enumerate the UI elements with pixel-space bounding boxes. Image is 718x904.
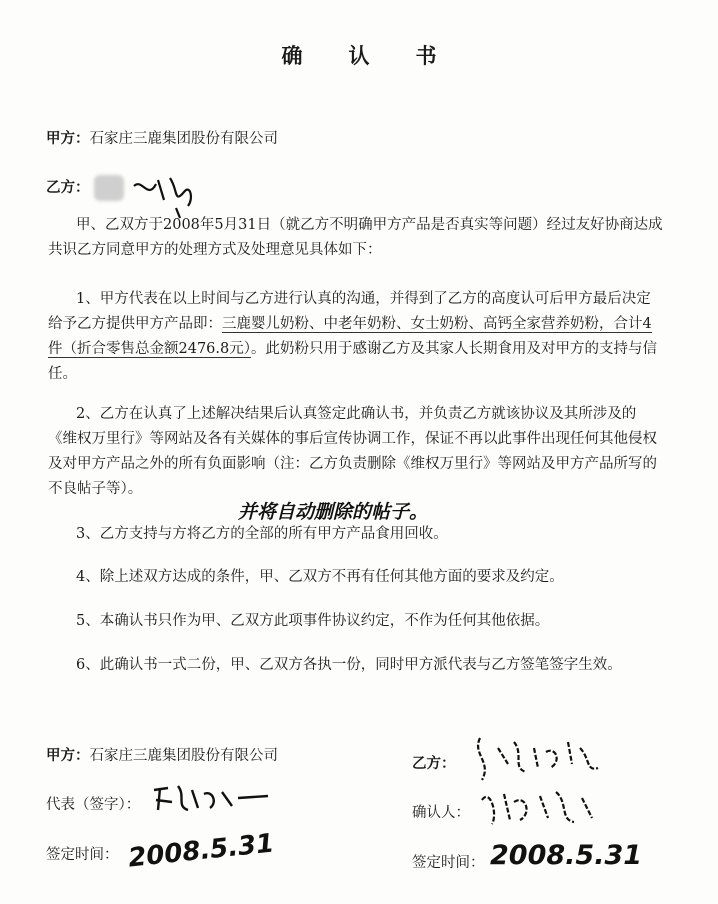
item-1-underlined-text: 三鹿婴儿奶粉、中老年奶粉、女士奶粉、高钙全家营养奶粉，合计4件（折合零售总金额2476.8元） bbox=[48, 316, 652, 357]
left-rep-label: 代表（签字）： bbox=[46, 797, 141, 813]
item-1-text-after: 。此奶粉只用于感谢乙方及其家人长期食用及对甲方的支持与信任。 bbox=[48, 341, 657, 382]
item-3 bbox=[48, 522, 664, 547]
item-4-text: 除上述双方达成的条件，甲、乙双方不再有任何其他方面的要求及约定。 bbox=[99, 569, 564, 585]
item-2-number: 2、 bbox=[76, 406, 100, 422]
left-rep-signature bbox=[148, 780, 278, 822]
left-date-label: 签定时间： bbox=[46, 847, 119, 863]
item-2-handwritten-note: 并将自动删除的帖子。 bbox=[238, 501, 429, 523]
item-4 bbox=[48, 565, 664, 590]
item-5 bbox=[48, 609, 664, 634]
item-2 bbox=[48, 402, 664, 502]
item-6 bbox=[48, 653, 664, 678]
item-1 bbox=[48, 287, 664, 387]
right-confirm-signature bbox=[474, 780, 614, 830]
right-confirm-line bbox=[412, 801, 470, 822]
party-b-line bbox=[46, 175, 124, 201]
right-date-value: 2008.5.31 bbox=[490, 840, 643, 871]
party-a-name: 石家庄三鹿集团股份有限公司 bbox=[89, 131, 278, 147]
item-5-text: 本确认书只作为甲、乙双方此项事件协议约定，不作为任何其他依据。 bbox=[99, 613, 550, 629]
item-3-text: 乙方支持与方将乙方的全部的所有甲方产品食用回收。 bbox=[99, 526, 448, 542]
intro-paragraph bbox=[48, 213, 664, 263]
party-b-label: 乙方： bbox=[46, 179, 90, 196]
item-5-number: 5、 bbox=[76, 613, 100, 629]
redaction-block bbox=[94, 175, 124, 201]
right-party-line bbox=[412, 752, 456, 773]
item-6-text: 此确认书一式二份，甲、乙双方各执一份，同时甲方派代表与乙方签笔签字生效。 bbox=[99, 657, 622, 673]
party-a-label: 甲方： bbox=[46, 130, 90, 147]
item-4-number: 4、 bbox=[76, 569, 100, 585]
right-confirm-label: 确认人： bbox=[412, 805, 470, 821]
right-party-signature bbox=[468, 728, 618, 788]
left-date-line bbox=[46, 843, 119, 864]
item-6-number: 6、 bbox=[76, 657, 100, 673]
document-title: 确认书 bbox=[281, 43, 483, 68]
left-party-label: 甲方： bbox=[46, 747, 90, 764]
item-2-text: 乙方在认真了上述解决结果后认真签定此确认书，并负责乙方就该协议及其所涉及的《维权万里行》等网站及各有关媒体的事后宣传协调工作，保证不再以此事件出现任何其他侵权及对甲方产品之外的所有负面影响（注：乙方负责删除《维权万里行》等网站及甲方产品所写的不良帖子等）。 bbox=[48, 406, 657, 497]
left-party-name: 石家庄三鹿集团股份有限公司 bbox=[89, 748, 278, 764]
intro-text: 甲、乙双方于2008年5月31日（就乙方不明确甲方产品是否真实等问题）经过友好协商达成共识乙方同意甲方的处理方式及处理意见具体如下： bbox=[48, 217, 663, 258]
left-party-line bbox=[46, 744, 278, 765]
right-date-label: 签定时间： bbox=[412, 855, 485, 871]
item-1-text: 甲方代表在以上时间与乙方进行认真的沟通，并得到了乙方的高度认可后甲方最后决定给予乙方提供甲方产品即： bbox=[48, 291, 651, 332]
item-1-number: 1、 bbox=[76, 291, 100, 307]
item-3-number: 3、 bbox=[76, 526, 100, 542]
right-date-line bbox=[412, 851, 485, 872]
right-party-label: 乙方： bbox=[412, 755, 456, 772]
left-date-value: 2008.5.31 bbox=[126, 828, 276, 874]
left-rep-line bbox=[46, 793, 140, 814]
party-a-line bbox=[46, 127, 278, 148]
